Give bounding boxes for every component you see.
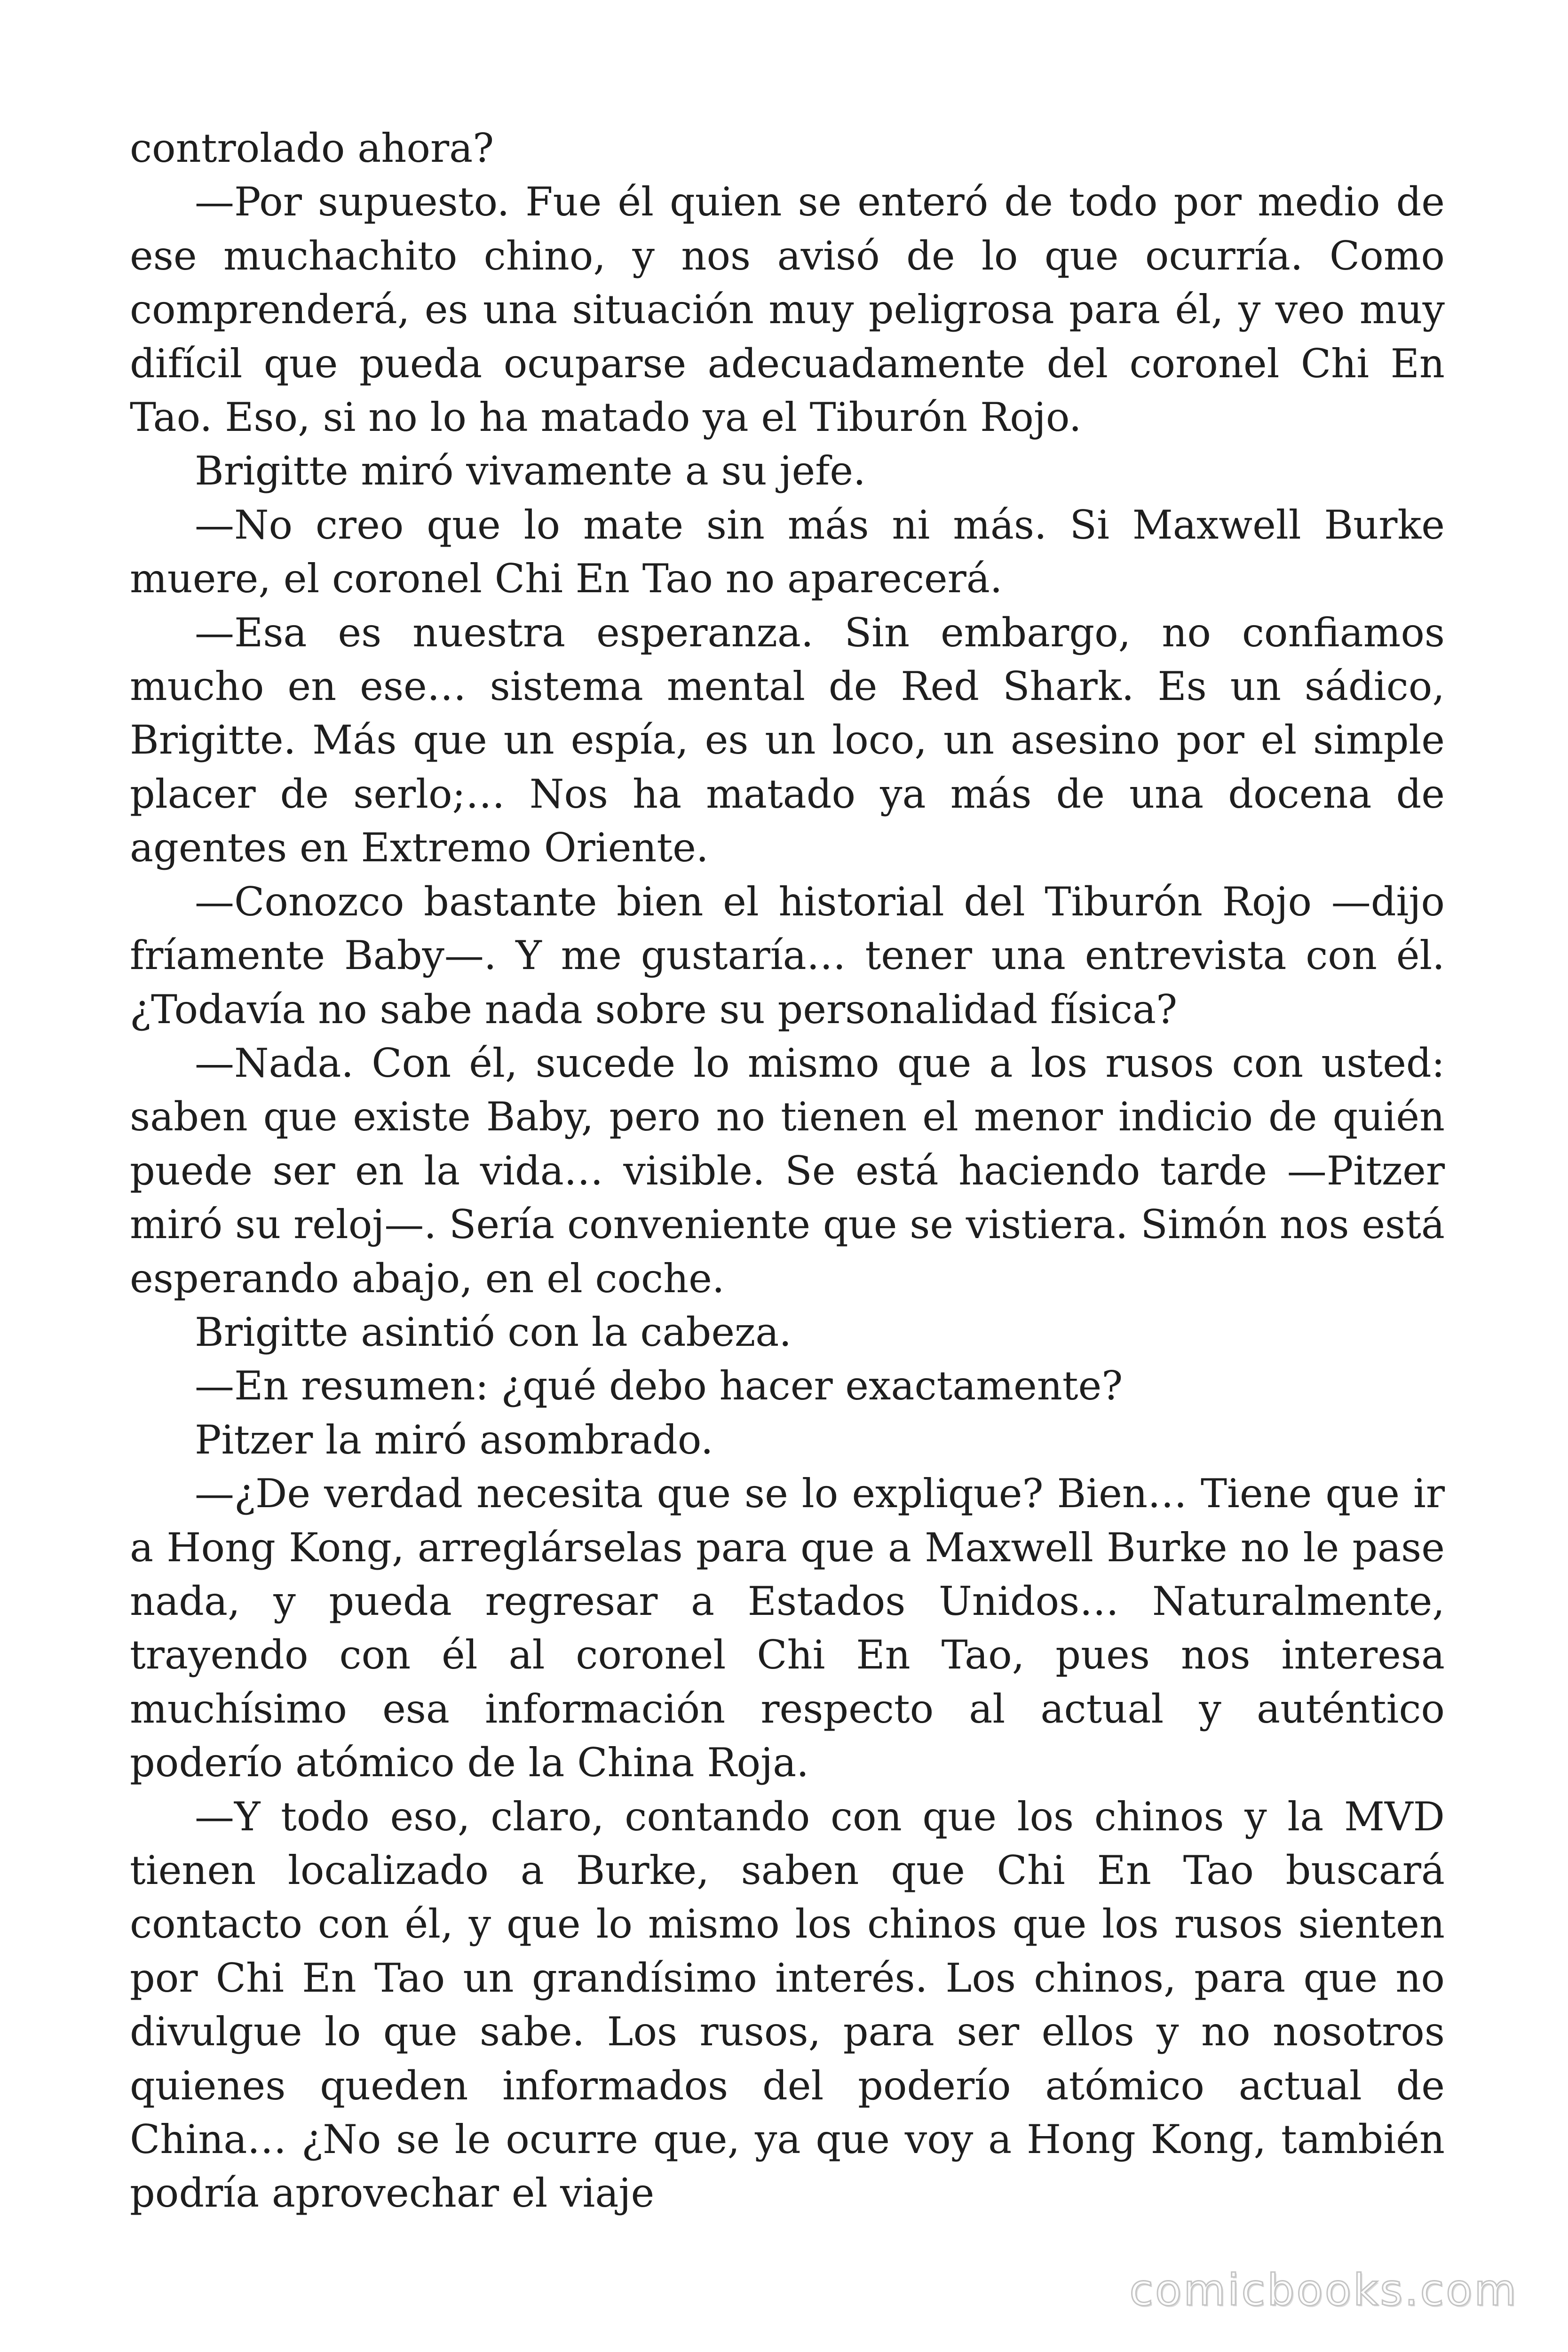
paragraph: —En resumen: ¿qué debo hacer exactamente? <box>195 1363 1123 1409</box>
paragraph: —Esa es nuestra esperanza. Sin embargo, no confiamos mucho en ese… sistema mental de Red Shark. Es un sádico, Brigitte. Más que un espía, es un loco, un asesino por el simple placer de serlo;… Nos ha matado ya más de una docena de agentes en Extremo Oriente. <box>130 609 1445 871</box>
paragraph: Pitzer la miró asombrado. <box>195 1416 713 1463</box>
paragraph: —Por supuesto. Fue él quien se enteró de todo por medio de ese muchachito chino, y nos avisó de lo que ocurría. Como comprenderá, es una situación muy peligrosa para él, y veo muy difícil que pueda ocuparse adecuadamente del coronel Chi En Tao. Eso, si no lo ha matado ya el Tiburón Rojo. <box>130 179 1445 441</box>
paragraph: —¿De verdad necesita que se lo explique? Bien… Tiene que ir a Hong Kong, arreglárselas para que a Maxwell Burke no le pase nada, y pueda regresar a Estados Unidos… Naturalmente, trayendo con él al coronel Chi En Tao, pues nos interesa muchísimo esa información respecto al actual y auténtico poderío atómico de la China Roja. <box>130 1470 1445 1786</box>
paragraph: Brigitte asintió con la cabeza. <box>195 1309 792 1355</box>
watermark: comicbooks.com <box>1129 2265 1518 2315</box>
paragraph: —No creo que lo mate sin más ni más. Si Maxwell Burke muere, el coronel Chi En Tao no aparecerá. <box>130 501 1445 602</box>
paragraph: —Conozco bastante bien el historial del Tiburón Rojo —dijo fríamente Baby—. Y me gustaría… tener una entrevista con él. ¿Todavía no sabe nada sobre su personalidad física? <box>130 878 1445 1033</box>
paragraph: —Nada. Con él, sucede lo mismo que a los rusos con usted: saben que existe Baby, pero no tienen el menor indicio de quién puede ser en la vida… visible. Se está haciendo tarde —Pitzer miró su reloj—. Sería conveniente que se vistiera. Simón nos está esperando abajo, en el coche. <box>130 1040 1445 1302</box>
paragraph: controlado ahora? <box>130 125 494 171</box>
paragraph: Brigitte miró vivamente a su jefe. <box>195 448 866 494</box>
paragraph: —Y todo eso, claro, contando con que los chinos y la MVD tienen localizado a Burke, saben que Chi En Tao buscará contacto con él, y que lo mismo los chinos que los rusos sienten por Chi En Tao un grandísimo interés. Los chinos, para que no divulgue lo que sabe. Los rusos, para ser ellos y no nosotros quienes queden informados del poderío atómico actual de China… ¿No se le ocurre que, ya que voy a Hong Kong, también podría aprovechar el viaje <box>130 1793 1445 2217</box>
body-text <box>130 121 1445 2220</box>
